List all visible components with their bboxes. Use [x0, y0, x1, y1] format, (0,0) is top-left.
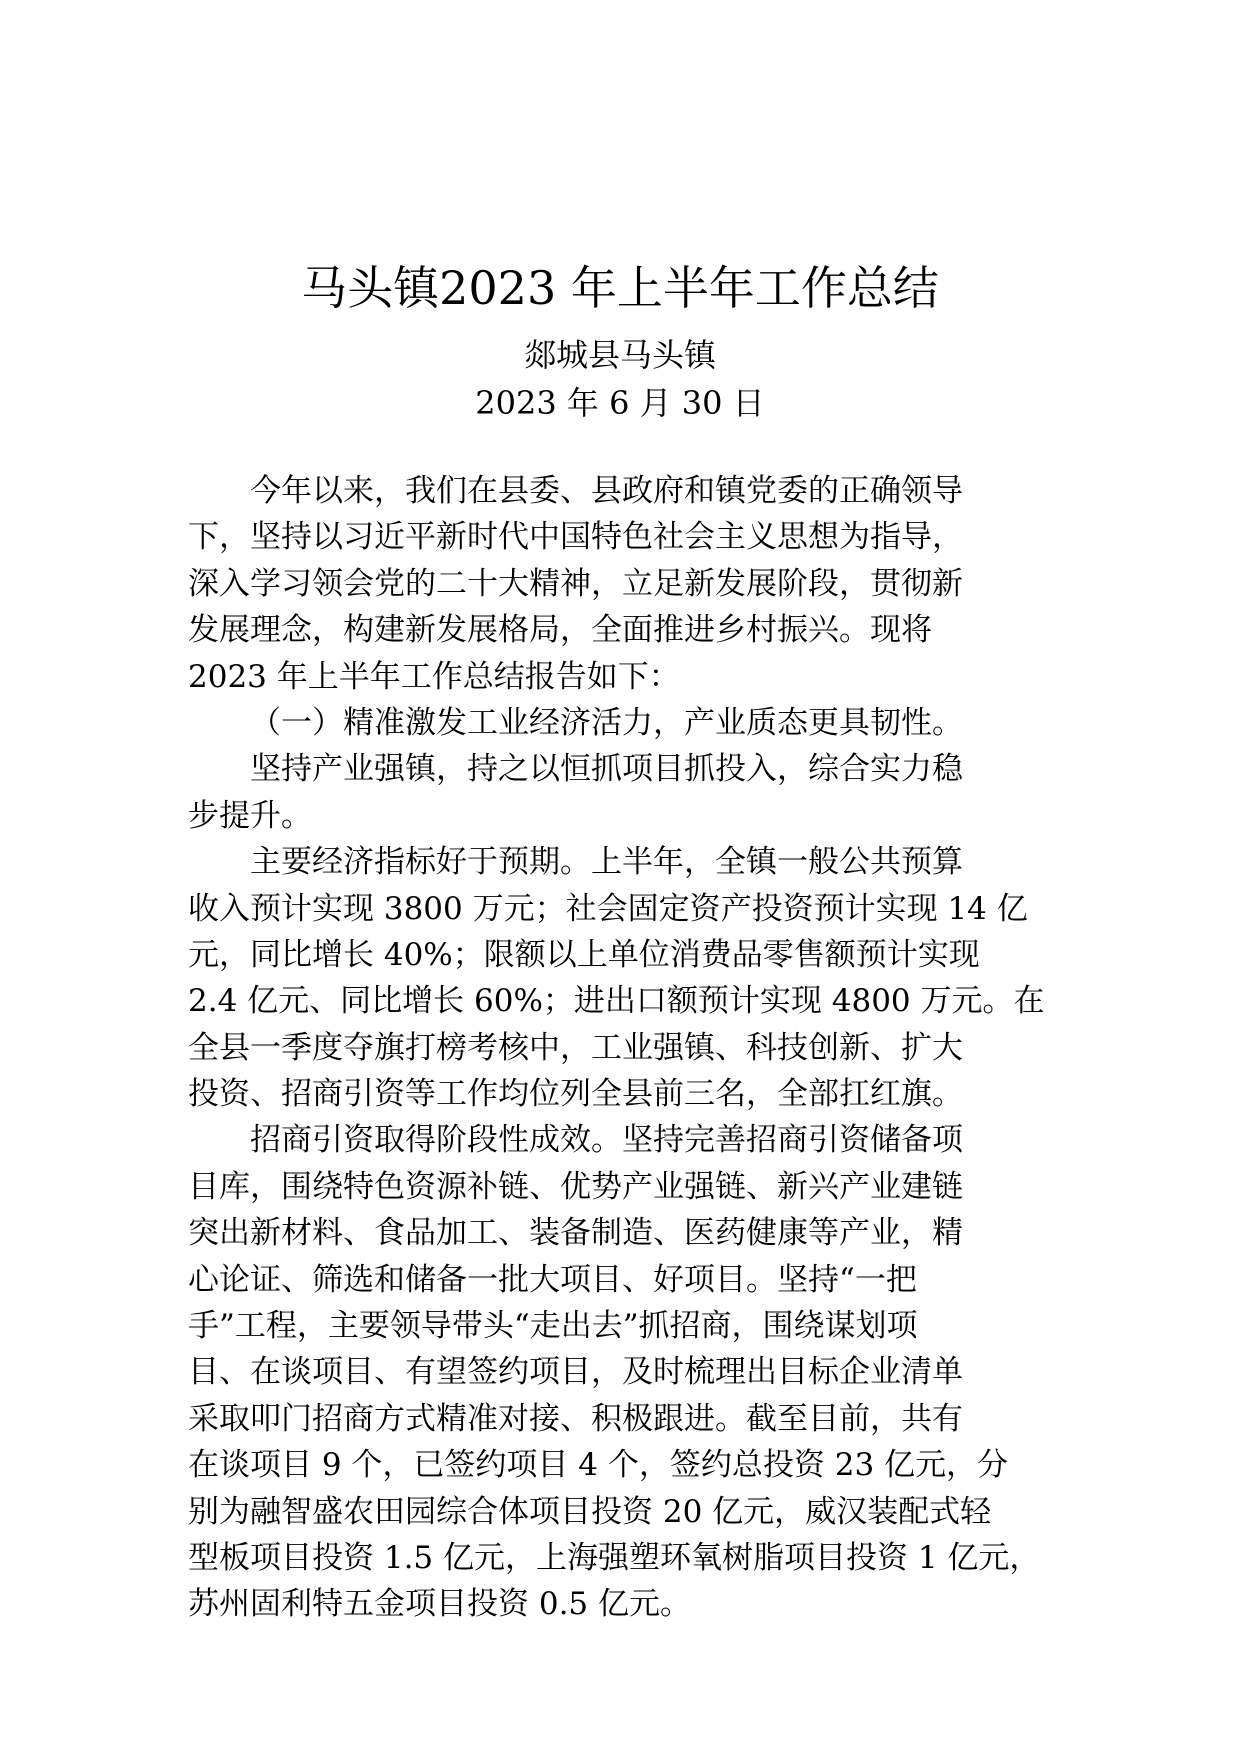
body-line: 采取叩门招商方式精准对接、积极跟进。截至目前，共有: [188, 1400, 963, 1437]
body-line: 深入学习领会党的二十大精神，立足新发展阶段，贯彻新: [188, 565, 963, 602]
body-line: 今年以来，我们在县委、县政府和镇党委的正确领导: [250, 473, 963, 509]
body-line: 收入预计实现 3800 万元；社会固定资产投资预计实现 14 亿: [188, 890, 1028, 927]
document-title: 马头镇2023 年上半年工作总结: [301, 261, 939, 315]
body-line: 苏州固利特五金项目投资 0.5 亿元。: [188, 1586, 692, 1623]
body-line: 全县一季度夺旗打榜考核中，工业强镇、科技创新、扩大: [188, 1029, 963, 1066]
body-line: 招商引资取得阶段性成效。坚持完善招商引资储备项: [250, 1122, 963, 1159]
document-author: 郯城县马头镇: [523, 336, 716, 374]
body-line: 在谈项目 9 个，已签约项目 4 个，签约总投资 23 亿元，分: [188, 1447, 1009, 1484]
body-line: 突出新材料、食品加工、装备制造、医药健康等产业，精: [188, 1215, 963, 1252]
document-body: [188, 468, 1058, 1628]
document-date: 2023 年 6 月 30 日: [475, 384, 765, 422]
body-line: 心论证、筛选和储备一批大项目、好项目。坚持“一把: [188, 1261, 917, 1298]
body-line: 投资、招商引资等工作均位列全县前三名，全部扛红旗。: [188, 1076, 963, 1113]
body-line: 坚持产业强镇，持之以恒抓项目抓投入，综合实力稳: [250, 751, 963, 788]
body-line: 手”工程，主要领导带头“走出去”抓招商，围绕谋划项: [188, 1308, 918, 1345]
body-line: 目、在谈项目、有望签约项目，及时梳理出目标企业清单: [188, 1354, 963, 1391]
body-line: 型板项目投资 1.5 亿元，上海强塑环氧树脂项目投资 1 亿元，: [188, 1539, 1041, 1576]
body-line: 目库，围绕特色资源补链、优势产业强链、新兴产业建链: [188, 1168, 963, 1205]
body-line: 主要经济指标好于预期。上半年，全镇一般公共预算: [250, 844, 963, 881]
body-line: 下，坚持以习近平新时代中国特色社会主义思想为指导，: [188, 519, 963, 556]
body-line: 步提升。: [188, 797, 312, 834]
body-line: 别为融智盛农田园综合体项目投资 20 亿元，威汉装配式轻: [188, 1493, 992, 1530]
body-line: 2.4 亿元、同比增长 60%；进出口额预计实现 4800 万元。在: [188, 983, 1045, 1020]
body-line: 发展理念，构建新发展格局，全面推进乡村振兴。现将: [188, 612, 932, 649]
section-heading: （一）精准激发工业经济活力，产业质态更具韧性。: [250, 704, 963, 741]
body-line: 元，同比增长 40%；限额以上单位消费品零售额预计实现: [188, 936, 980, 973]
body-line: 2023 年上半年工作总结报告如下：: [188, 658, 680, 695]
